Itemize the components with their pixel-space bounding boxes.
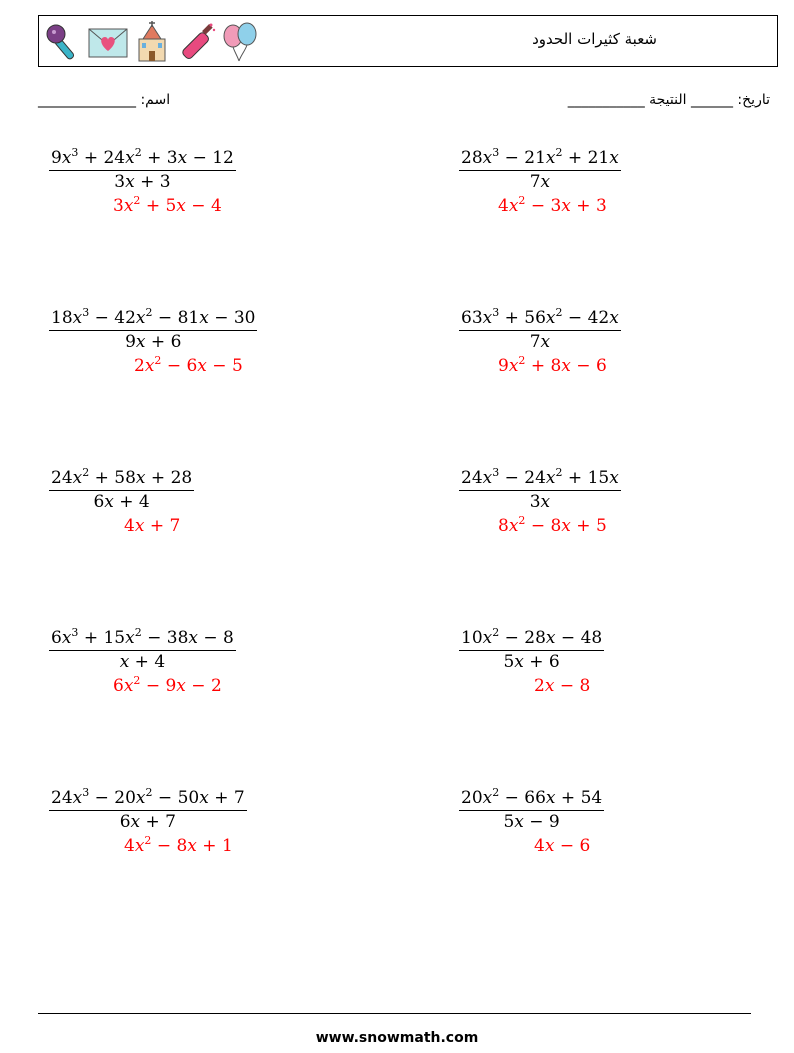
numerator: $24x^3 - 24x^2 + 15x$ xyxy=(461,466,619,488)
fraction xyxy=(459,468,621,512)
balloons-icon xyxy=(219,21,261,63)
denominator: 3x + 3 xyxy=(114,172,171,192)
name-field xyxy=(38,92,170,108)
date-label: تاريخ: xyxy=(737,92,770,108)
problem-item xyxy=(459,308,759,398)
microphone-icon xyxy=(43,21,85,63)
icon-strip xyxy=(43,20,261,64)
score-blank: ___________ xyxy=(567,92,645,108)
answer: $4x^2 - 3x + 3$ xyxy=(498,194,607,216)
denominator: 9x + 6 xyxy=(125,332,182,352)
denominator: 6x + 4 xyxy=(93,492,150,512)
answer: $8x^2 - 8x + 5$ xyxy=(498,514,607,536)
numerator: $28x^3 - 21x^2 + 21x$ xyxy=(461,146,619,168)
fraction xyxy=(459,788,604,832)
fraction xyxy=(49,148,236,192)
numerator: $10x^2 - 28x - 48$ xyxy=(461,626,603,648)
church-icon xyxy=(131,21,173,63)
numerator: $63x^3 + 56x^2 - 42x$ xyxy=(461,306,619,328)
footer-url: www.snowmath.com xyxy=(315,1030,479,1046)
fraction xyxy=(459,148,621,192)
problem-item xyxy=(49,788,349,878)
answer: 4x + 7 xyxy=(124,516,181,536)
fraction xyxy=(49,788,247,832)
champagne-icon xyxy=(175,21,217,63)
date-score-field xyxy=(568,92,770,108)
answer: 4x − 6 xyxy=(534,836,591,856)
problem-item xyxy=(49,148,349,238)
denominator: 5x − 9 xyxy=(503,812,560,832)
denominator: 3x xyxy=(529,492,551,512)
numerator: $18x^3 - 42x^2 - 81x - 30$ xyxy=(51,306,256,328)
answer: 2x − 8 xyxy=(534,676,591,696)
name-blank: ______________ xyxy=(38,92,136,108)
numerator: $9x^3 + 24x^2 + 3x - 12$ xyxy=(51,146,234,168)
problem-item xyxy=(49,628,349,718)
fraction xyxy=(49,308,257,352)
denominator: 7x xyxy=(529,332,551,352)
problem-item xyxy=(459,628,759,718)
answer: $4x^2 - 8x + 1$ xyxy=(124,834,233,856)
problem-item xyxy=(459,148,759,238)
worksheet-header xyxy=(38,15,778,67)
problem-item xyxy=(49,308,349,398)
problem-item xyxy=(459,468,759,558)
score-label: النتيجة xyxy=(649,92,687,108)
love-letter-icon xyxy=(87,21,129,63)
answer: $9x^2 + 8x - 6$ xyxy=(498,354,607,376)
name-label: اسم: xyxy=(140,92,171,108)
answer: $2x^2 - 6x - 5$ xyxy=(134,354,243,376)
denominator: 7x xyxy=(529,172,551,192)
answer: $3x^2 + 5x - 4$ xyxy=(113,194,222,216)
footer-divider xyxy=(38,1013,751,1014)
worksheet-title: شعبة كثيرات الحدود xyxy=(532,30,657,48)
denominator: 6x + 7 xyxy=(119,812,176,832)
fraction xyxy=(49,468,194,512)
numerator: $24x^3 - 20x^2 - 50x + 7$ xyxy=(51,786,245,808)
date-blank: ______ xyxy=(690,92,733,108)
numerator: $6x^3 + 15x^2 - 38x - 8$ xyxy=(51,626,234,648)
problem-item xyxy=(49,468,349,558)
numerator: $24x^2 + 58x + 28$ xyxy=(51,466,193,488)
fraction xyxy=(459,308,621,352)
student-info-row xyxy=(38,92,770,116)
problem-item xyxy=(459,788,759,878)
fraction xyxy=(49,628,236,672)
numerator: $20x^2 - 66x + 54$ xyxy=(461,786,603,808)
answer: $6x^2 - 9x - 2$ xyxy=(113,674,222,696)
denominator: 5x + 6 xyxy=(503,652,560,672)
denominator: x + 4 xyxy=(119,652,166,672)
fraction xyxy=(459,628,604,672)
